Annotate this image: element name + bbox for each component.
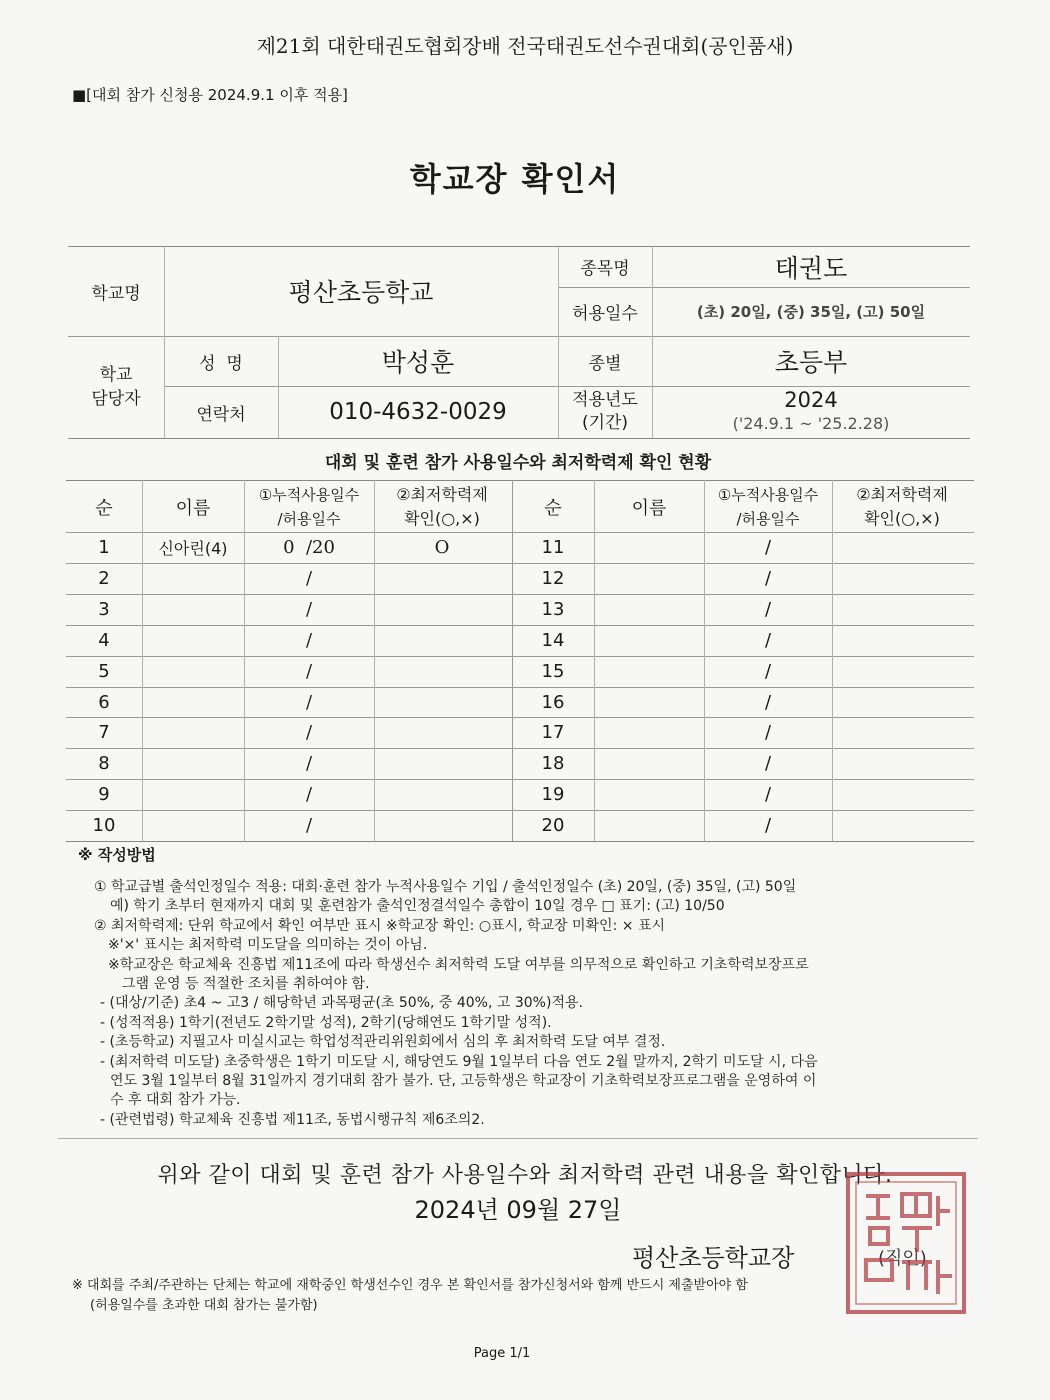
row-used-days: / bbox=[764, 784, 772, 805]
contact-value: 010-4632-0029 bbox=[329, 399, 507, 425]
row-number: 7 bbox=[98, 722, 110, 743]
row-academic-check bbox=[374, 717, 510, 748]
row-number: 3 bbox=[98, 599, 110, 620]
manager-name-value: 박성훈 bbox=[381, 348, 455, 377]
instruction-line: 연도 3월 1일부터 8월 31일까지 경기대회 참가 불가. 단, 고등학생은 학교장이 기초학력보장프로그램을 운영하여 이 bbox=[110, 1073, 817, 1089]
event-title: 제21회 대한태권도협회장배 전국태권도선수권대회(공인품새) bbox=[256, 34, 794, 58]
row-number: 14 bbox=[541, 630, 565, 651]
row-academic-check bbox=[832, 717, 972, 748]
row-athlete-name bbox=[594, 717, 704, 748]
official-seal-icon bbox=[842, 1168, 970, 1318]
manager-label bbox=[68, 336, 164, 438]
row-academic-check: O bbox=[434, 537, 450, 558]
row-academic-check bbox=[374, 625, 510, 656]
instruction-line: ※'×' 표시는 최저학력 미도달을 의미하는 것이 아님. bbox=[108, 937, 428, 954]
sport-value: 태권도 bbox=[774, 253, 848, 283]
row-number: 9 bbox=[98, 784, 110, 805]
header-name-left: 이름 bbox=[175, 498, 211, 519]
instruction-line: ① 학교급별 출석인정일수 적용: 대회·훈련 참가 누적사용일수 기입 / 출석인정일수 (초) 20일, (중) 35일, (고) 50일 bbox=[94, 879, 797, 895]
row-athlete-name bbox=[142, 656, 244, 687]
confirmation-date: 2024년 09월 27일 bbox=[414, 1196, 622, 1224]
header-name-right: 이름 bbox=[631, 498, 667, 519]
year-label-line2: (기간) bbox=[581, 413, 629, 433]
year-value bbox=[652, 386, 970, 438]
school-name-label: 학교명 bbox=[91, 283, 141, 304]
year-label bbox=[558, 386, 652, 438]
allowed-days-label: 허용일수 bbox=[572, 304, 638, 324]
instruction-line: 수 후 대회 참가 가능. bbox=[110, 1092, 241, 1109]
row-academic-check bbox=[832, 594, 972, 625]
status-table-title: 대회 및 훈련 참가 사용일수와 최저학력제 확인 현황 bbox=[324, 453, 712, 473]
instruction-line: 예) 학기 초부터 현재까지 대회 및 훈련참가 출석인정결석일수 총합이 10일 경우 □ 표기: (고) 10/50 bbox=[110, 898, 725, 915]
row-athlete-name bbox=[594, 687, 704, 718]
footer-note-1: ※ 대회를 주최/주관하는 단체는 학교에 재학중인 학생선수인 경우 본 확인서를 참가신청서와 함께 반드시 제출받아야 함 bbox=[72, 1278, 748, 1293]
row-used-days: / bbox=[305, 661, 313, 682]
manager-label-line2: 담당자 bbox=[91, 389, 141, 409]
page-number: Page 1/1 bbox=[473, 1346, 531, 1361]
year-label-line1: 적용년도 bbox=[572, 390, 638, 410]
division-value: 초등부 bbox=[774, 348, 848, 377]
row-number: 4 bbox=[98, 630, 110, 651]
header-check-right bbox=[832, 482, 972, 532]
instruction-line: - (최저학력 미도달) 초중학생은 1학기 미도달 시, 해당연도 9월 1일부터 다음 연도 2월 말까지, 2학기 미도달 시, 다음 bbox=[100, 1053, 818, 1070]
row-used-days: 0 /20 bbox=[283, 537, 335, 558]
instruction-line: - (초등학교) 지필고사 미실시교는 학업성적관리위원회에서 심의 후 최저학력 도달 여부 결정. bbox=[100, 1034, 666, 1051]
row-athlete-name bbox=[594, 594, 704, 625]
seal-label: (직인) bbox=[878, 1248, 927, 1269]
row-number: 13 bbox=[541, 599, 565, 620]
footer-note-2: (허용일수를 초과한 대회 참가는 불가함) bbox=[90, 1298, 318, 1313]
applies-note: ■[대회 참가 신청용 2024.9.1 이후 적용] bbox=[72, 86, 348, 104]
row-academic-check bbox=[374, 748, 510, 779]
row-number: 16 bbox=[541, 692, 565, 713]
header-days-left bbox=[244, 482, 374, 532]
instruction-line: - (관련법령) 학교체육 진흥법 제11조, 동법시행규칙 제6조의2. bbox=[100, 1111, 485, 1128]
row-number: 11 bbox=[541, 537, 565, 558]
signer-name: 평산초등학교장 bbox=[632, 1244, 795, 1272]
row-number: 1 bbox=[98, 537, 110, 558]
row-athlete-name bbox=[594, 779, 704, 810]
manager-label-line1: 학교 bbox=[99, 365, 133, 385]
row-academic-check bbox=[374, 810, 510, 841]
table-rule bbox=[66, 841, 974, 842]
row-used-days: / bbox=[305, 815, 313, 836]
year-number: 2024 bbox=[784, 388, 838, 412]
row-number: 15 bbox=[541, 661, 565, 682]
row-athlete-name bbox=[142, 748, 244, 779]
row-used-days: / bbox=[305, 630, 313, 651]
header-check-line2: 확인(○,×) bbox=[404, 509, 480, 528]
row-number: 20 bbox=[541, 815, 565, 836]
row-number: 12 bbox=[541, 568, 565, 589]
row-academic-check bbox=[832, 656, 972, 687]
row-academic-check bbox=[832, 748, 972, 779]
row-number: 2 bbox=[98, 568, 110, 589]
header-check-line1: ②최저학력제 bbox=[396, 485, 488, 504]
allowed-days-value: (초) 20일, (중) 35일, (고) 50일 bbox=[696, 303, 926, 321]
row-academic-check bbox=[374, 594, 510, 625]
year-period: ('24.9.1 ~ '25.2.28) bbox=[732, 414, 890, 433]
row-athlete-name: 신아린(4) bbox=[158, 539, 228, 558]
row-academic-check bbox=[832, 563, 972, 594]
table-rule bbox=[66, 480, 974, 481]
header-check-line2: 확인(○,×) bbox=[864, 509, 940, 528]
instructions-heading: ※ 작성방법 bbox=[78, 846, 156, 864]
row-athlete-name bbox=[594, 532, 704, 563]
row-athlete-name bbox=[594, 748, 704, 779]
header-days-right bbox=[704, 482, 832, 532]
row-academic-check bbox=[832, 625, 972, 656]
row-athlete-name bbox=[594, 810, 704, 841]
row-academic-check bbox=[374, 656, 510, 687]
instruction-line: ② 최저학력제: 단위 학교에서 확인 여부만 표시 ※학교장 확인: ○표시, 학교장 미확인: × 표시 bbox=[94, 917, 665, 934]
row-athlete-name bbox=[142, 563, 244, 594]
row-used-days: / bbox=[764, 753, 772, 774]
row-used-days: / bbox=[305, 692, 313, 713]
contact-label: 연락처 bbox=[196, 404, 246, 425]
header-no-right: 순 bbox=[544, 498, 562, 519]
row-used-days: / bbox=[305, 568, 313, 589]
row-used-days: / bbox=[305, 599, 313, 620]
row-used-days: / bbox=[764, 722, 772, 743]
header-days-line2: /허용일수 bbox=[277, 510, 341, 528]
confirmation-statement: 위와 같이 대회 및 훈련 참가 사용일수와 최저학력 관련 내용을 확인합니다. bbox=[157, 1163, 893, 1188]
row-used-days: / bbox=[764, 537, 772, 558]
row-academic-check bbox=[832, 779, 972, 810]
row-number: 10 bbox=[92, 815, 116, 836]
row-academic-check bbox=[832, 687, 972, 718]
row-used-days: / bbox=[305, 722, 313, 743]
row-athlete-name bbox=[142, 717, 244, 748]
row-number: 6 bbox=[98, 692, 110, 713]
row-used-days: / bbox=[764, 568, 772, 589]
row-used-days: / bbox=[305, 784, 313, 805]
row-athlete-name bbox=[142, 810, 244, 841]
row-number: 19 bbox=[541, 784, 565, 805]
instruction-line: - (대상/기준) 초4 ~ 고3 / 해당학년 과목평균(초 50%, 중 40%, 고 30%)적용. bbox=[100, 995, 583, 1012]
row-athlete-name bbox=[142, 625, 244, 656]
header-days-line1: ①누적사용일수 bbox=[258, 486, 360, 504]
row-number: 18 bbox=[541, 753, 565, 774]
row-athlete-name bbox=[594, 563, 704, 594]
row-number: 5 bbox=[98, 661, 110, 682]
header-check-line1: ②최저학력제 bbox=[856, 485, 948, 504]
header-days-line1: ①누적사용일수 bbox=[717, 486, 819, 504]
sport-label: 종목명 bbox=[580, 259, 630, 279]
row-academic-check bbox=[374, 563, 510, 594]
row-athlete-name bbox=[142, 779, 244, 810]
row-number: 8 bbox=[98, 753, 110, 774]
row-academic-check bbox=[832, 810, 972, 841]
row-used-days: / bbox=[764, 815, 772, 836]
row-used-days: / bbox=[764, 661, 772, 682]
name-label: 성 명 bbox=[199, 353, 243, 374]
row-used-days: / bbox=[764, 692, 772, 713]
instruction-line: 그램 운영 등 적절한 조치를 취하여야 함. bbox=[122, 976, 370, 992]
row-used-days: / bbox=[305, 753, 313, 774]
header-no-left: 순 bbox=[95, 498, 113, 519]
document-title: 학교장 확인서 bbox=[409, 160, 621, 198]
row-athlete-name bbox=[594, 625, 704, 656]
row-academic-check bbox=[374, 687, 510, 718]
instruction-line: ※학교장은 학교체육 진흥법 제11조에 따라 학생선수 최저학력 도달 여부를 의무적으로 확인하고 기초학력보장프로 bbox=[108, 956, 809, 973]
instruction-line: - (성적적용) 1학기(전년도 2학기말 성적), 2학기(당해연도 1학기말 성적). bbox=[100, 1014, 552, 1031]
division-label: 종별 bbox=[588, 353, 622, 374]
row-number: 17 bbox=[541, 722, 565, 743]
header-check-left bbox=[374, 482, 510, 532]
row-used-days: / bbox=[764, 599, 772, 620]
header-days-line2: /허용일수 bbox=[736, 510, 800, 528]
row-athlete-name bbox=[594, 656, 704, 687]
school-name-value: 평산초등학교 bbox=[288, 278, 434, 307]
row-academic-check bbox=[374, 779, 510, 810]
row-academic-check bbox=[832, 532, 972, 563]
row-athlete-name bbox=[142, 594, 244, 625]
row-used-days: / bbox=[764, 630, 772, 651]
row-athlete-name bbox=[142, 687, 244, 718]
